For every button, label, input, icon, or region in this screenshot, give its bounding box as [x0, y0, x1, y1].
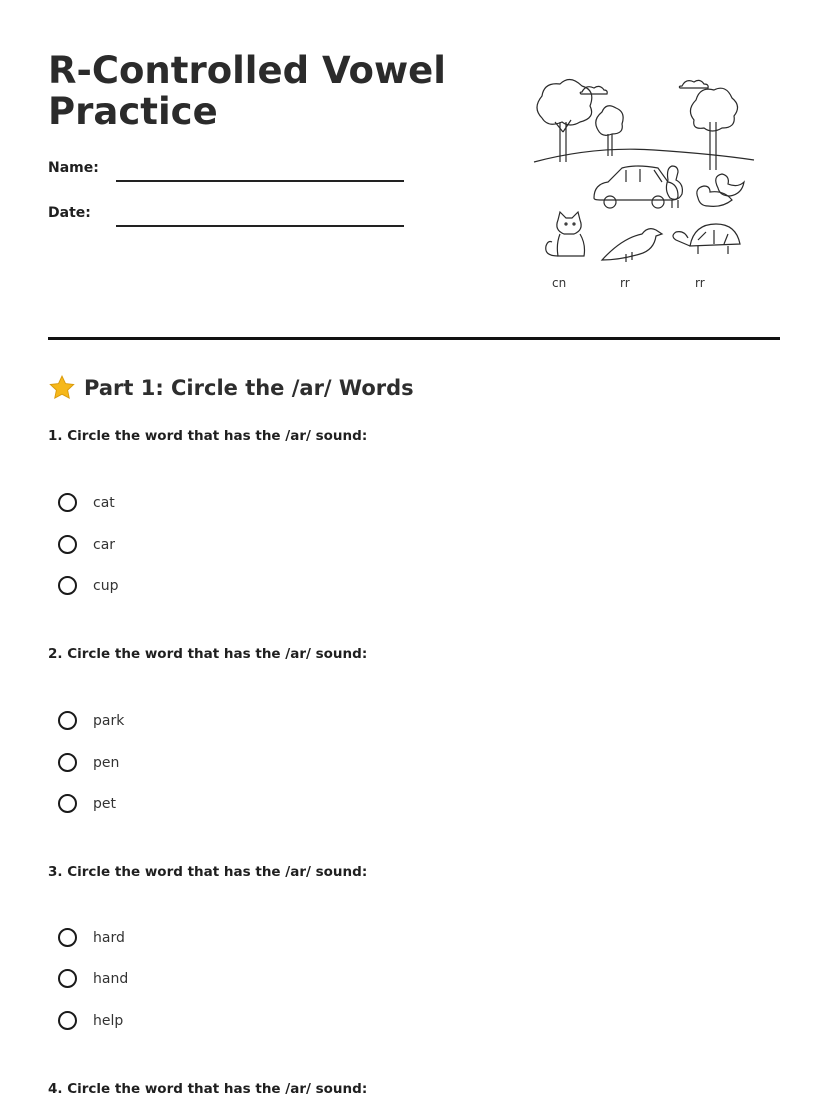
radio-circle[interactable]	[58, 928, 77, 947]
radio-circle[interactable]	[58, 711, 77, 730]
worksheet-title: R-Controlled Vowel Practice	[48, 49, 446, 133]
option-label: pet	[93, 795, 116, 812]
option-label: car	[93, 536, 116, 553]
park-scene-illustration	[522, 70, 772, 270]
section-divider	[48, 337, 780, 340]
radio-circle[interactable]	[58, 753, 77, 772]
answer-option[interactable]	[58, 576, 118, 595]
question-prompt: 4. Circle the word that has the /ar/ sound:	[48, 1081, 368, 1097]
option-label: pen	[93, 754, 120, 771]
option-label: hand	[93, 970, 129, 987]
answer-option[interactable]	[58, 1011, 123, 1030]
tree-icon	[537, 79, 592, 162]
answer-option[interactable]	[58, 753, 119, 772]
option-label: help	[93, 1012, 124, 1029]
option-label: cat	[93, 494, 115, 511]
answer-option[interactable]	[58, 711, 124, 730]
part1-title: Part 1: Circle the /ar/ Words	[84, 376, 414, 400]
radio-circle[interactable]	[58, 493, 77, 512]
tree-icon	[596, 106, 623, 156]
answer-option[interactable]	[58, 969, 128, 988]
option-label: hard	[93, 929, 125, 946]
crow-icon	[602, 229, 662, 262]
radio-circle[interactable]	[58, 535, 77, 554]
question-prompt: 3. Circle the word that has the /ar/ sound:	[48, 864, 368, 880]
radio-circle[interactable]	[58, 576, 77, 595]
option-label: cup	[93, 577, 119, 594]
bird-icon	[697, 174, 744, 206]
answer-option[interactable]	[58, 928, 125, 947]
radio-circle[interactable]	[58, 969, 77, 988]
car-icon	[594, 166, 678, 208]
date-field[interactable]	[116, 225, 404, 227]
cloud-icon	[679, 80, 708, 88]
answer-option[interactable]	[58, 794, 116, 813]
name-field[interactable]	[116, 180, 404, 182]
question-prompt: 1. Circle the word that has the /ar/ sound:	[48, 428, 368, 444]
radio-circle[interactable]	[58, 1011, 77, 1030]
tree-icon	[690, 88, 737, 170]
question-prompt: 2. Circle the word that has the /ar/ sound:	[48, 646, 368, 662]
answer-option[interactable]	[58, 493, 115, 512]
illustration-caption: rr	[695, 276, 705, 290]
illustration-caption: rr	[620, 276, 630, 290]
answer-option[interactable]	[58, 535, 115, 554]
option-label: park	[93, 712, 125, 729]
cloud-icon	[580, 86, 607, 94]
part1-heading	[48, 374, 414, 402]
date-label: Date:	[48, 205, 91, 221]
turtle-icon	[673, 224, 740, 254]
star-icon	[48, 374, 76, 402]
radio-circle[interactable]	[58, 794, 77, 813]
goose-icon	[666, 166, 682, 208]
illustration-caption: cn	[552, 276, 567, 290]
cat-icon	[546, 212, 585, 256]
name-label: Name:	[48, 160, 99, 176]
